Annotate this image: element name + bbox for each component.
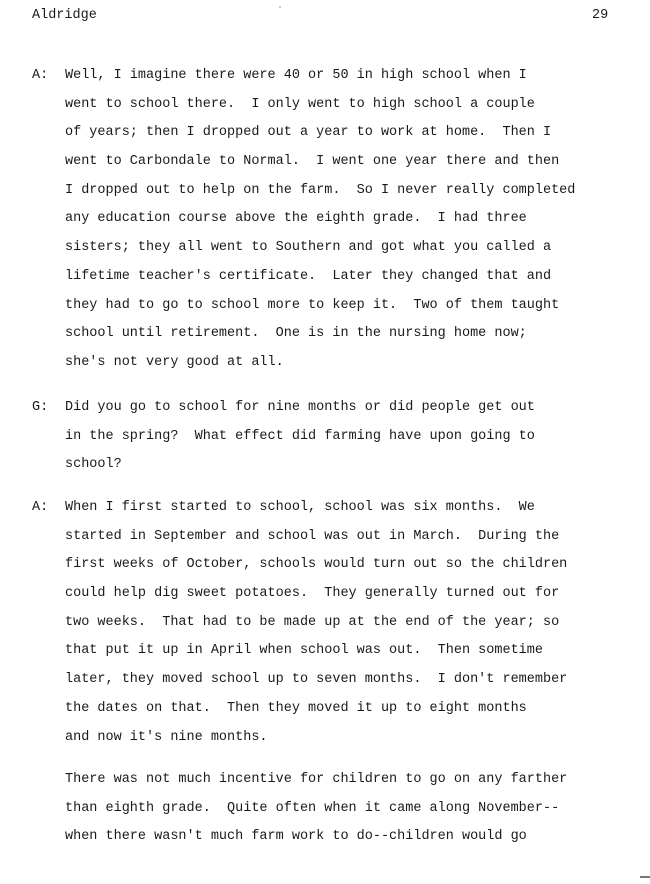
- text-line: Well, I imagine there were 40 or 50 in high school when I: [65, 68, 527, 83]
- text-line: and now it's nine months.: [65, 729, 268, 745]
- paragraph-text: [65, 62, 625, 378]
- text-line: two weeks. That had to be made up at the end of the year; so: [65, 614, 560, 630]
- text-line: started in September and school was out in March. During the: [65, 528, 560, 544]
- text-line: went to school there. I only went to high school a couple: [65, 96, 535, 112]
- text-line: she's not very good at all.: [65, 354, 284, 370]
- paragraph-text: [65, 394, 625, 480]
- text-line: could help dig sweet potatoes. They generally turned out for: [65, 586, 560, 602]
- text-line: school?: [65, 457, 122, 473]
- text-line: than eighth grade. Quite often when it came along November--: [65, 800, 560, 816]
- text-line: school until retirement. One is in the nursing home now;: [65, 326, 527, 342]
- text-line: any education course above the eighth grade. I had three: [65, 211, 527, 227]
- text-line: in the spring? What effect did farming have upon going to: [65, 428, 535, 444]
- scan-speck: [279, 6, 281, 8]
- text-line: the dates on that. Then they moved it up to eight months: [65, 700, 527, 716]
- paragraph-text: [65, 494, 625, 752]
- text-line: that put it up in April when school was out. Then sometime: [65, 643, 543, 659]
- text-line: of years; then I dropped out a year to work at home. Then I: [65, 125, 552, 141]
- text-line: they had to go to school more to keep it. Two of them taught: [65, 297, 560, 313]
- text-line: When I first started to school, school was six months. We: [65, 500, 535, 515]
- text-line: lifetime teacher's certificate. Later they changed that and: [65, 268, 552, 284]
- text-line: later, they moved school up to seven months. I don't remember: [65, 672, 568, 688]
- interviewee-name: Aldridge: [32, 8, 97, 23]
- text-line: first weeks of October, schools would turn out so the children: [65, 557, 568, 573]
- page-number: 29: [592, 8, 609, 23]
- speaker-label: G:: [32, 400, 49, 415]
- text-line: went to Carbondale to Normal. I went one year there and then: [65, 154, 560, 170]
- text-line: when there wasn't much farm work to do--children would go: [65, 829, 527, 845]
- speaker-label: A:: [32, 68, 49, 83]
- text-line: sisters; they all went to Southern and got what you called a: [65, 240, 552, 256]
- scan-edge-mark: [640, 876, 650, 878]
- text-line: I dropped out to help on the farm. So I never really completed: [65, 182, 576, 198]
- paragraph-text: [65, 766, 625, 852]
- text-line: There was not much incentive for children to go on any farther: [65, 772, 568, 787]
- speaker-label: A:: [32, 500, 49, 515]
- text-line: Did you go to school for nine months or did people get out: [65, 400, 535, 415]
